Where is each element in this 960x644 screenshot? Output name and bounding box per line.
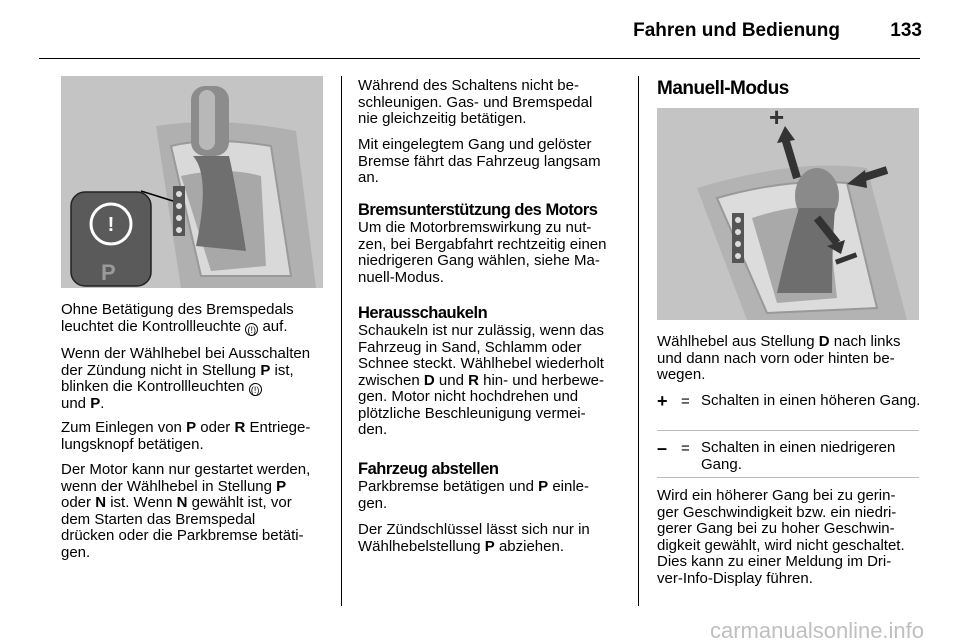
watermark: carmanualsonline.info xyxy=(710,618,925,643)
header-rule xyxy=(39,58,920,59)
col1-paragraph-2: Wenn der Wählhebel bei Ausschalten der Zündung nicht in Stellung P ist, blinken die Kontrollleuchten (!) und P. xyxy=(61,345,311,412)
col1-paragraph-1: Ohne Betätigung des Bremspedals leuchtet die Kontrollleuchte (!) auf. xyxy=(61,301,294,335)
col2-section-rocking: Herausschaukeln Schaukeln ist nur zulässig, wenn das Fahrzeug in Sand, Schlamm oder Schnee steckt. Wählhebel wiederholt zwischen D und R hin- und herbewe- gen. Motor nicht hochdrehen und plötzliche Beschleunigung vermei- den. xyxy=(358,304,605,438)
col3-paragraph-1: Wählhebel aus Stellung D nach links und dann nach vorn oder hinten be- wegen. xyxy=(657,333,901,383)
page-number: 133 xyxy=(890,20,922,41)
col2-paragraph-2: Mit eingelegtem Gang und gelöster Bremse fährt das Fahrzeug langsam an. xyxy=(358,136,601,186)
svg-text:P: P xyxy=(101,260,116,285)
col1-paragraph-4: Der Motor kann nur gestartet werden, wenn der Wählhebel in Stellung P oder N ist. Wenn N gewählt ist, vor dem Starten das Bremspedal drücken oder die Parkbremse betäti- gen. xyxy=(61,461,311,561)
col2-paragraph-1: Während des Schaltens nicht be- schleunigen. Gas- und Bremspedal nie gleichzeitig betätigen. xyxy=(358,77,593,127)
brake-warning-icon-2: (!) xyxy=(249,383,262,396)
brake-warning-icon: (!) xyxy=(245,323,258,336)
col2-section-parking: Fahrzeug abstellen Parkbremse betätigen und P einle- gen. xyxy=(358,460,589,512)
column-divider-left xyxy=(341,76,342,606)
svg-text:!: ! xyxy=(107,214,115,236)
list-separator xyxy=(657,430,919,431)
list-item-shift-down: – = Schalten in einen niedrigeren Gang. xyxy=(657,438,896,473)
minus-icon: – xyxy=(657,438,668,458)
svg-text:+: + xyxy=(769,108,785,132)
gear-lever-figure xyxy=(61,76,323,288)
plus-icon: + xyxy=(657,391,668,411)
col2-section-engine-braking: Bremsunterstützung des Motors Um die Motorbremswirkung zu nut- zen, bei Bergabfahrt rechtzeitig einen niedrigeren Gang wählen, siehe Ma- nuell-Modus. xyxy=(358,201,607,286)
list-separator-2 xyxy=(657,477,919,478)
list-item-shift-up: + = Schalten in einen höheren Gang. xyxy=(657,391,921,411)
col3-paragraph-2: Wird ein höherer Gang bei zu gerin- ger Geschwindigkeit bzw. ein niedri- gerer Gang bei zu hoher Geschwin- digkeit gewählt, wird nicht geschaltet. Dies kann zu einer Meldung im Dri- ver-Info-Display führen. xyxy=(657,487,905,587)
col2-paragraph-key: Der Zündschlüssel lässt sich nur in Wählhebelstellung P abziehen. xyxy=(358,521,590,555)
column-divider-right xyxy=(638,76,639,606)
page-header-title: Fahren und Bedienung xyxy=(633,20,840,41)
manual-mode-figure xyxy=(657,108,919,320)
manual-mode-heading: Manuell-Modus xyxy=(657,78,789,99)
col1-paragraph-3: Zum Einlegen von P oder R Entriege- lungsknopf betätigen. xyxy=(61,419,311,453)
